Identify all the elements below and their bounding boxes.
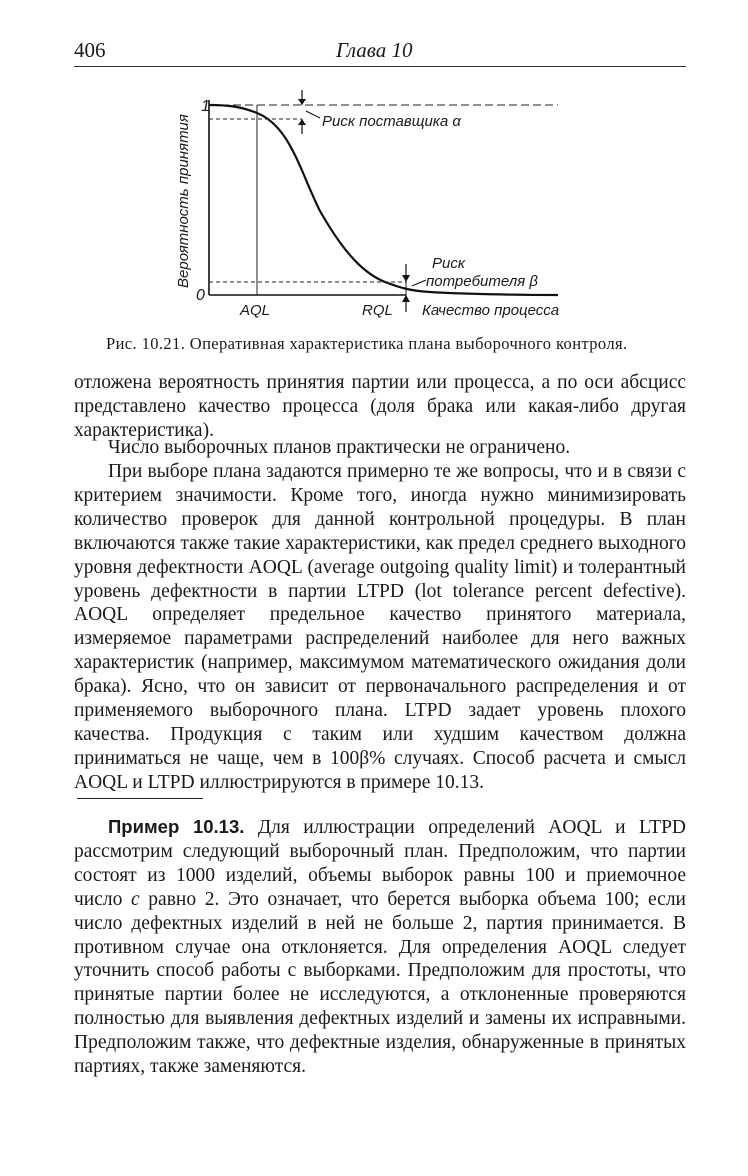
paragraph-3: При выборе плана задаются примерно те же вопросы, что и в связи с критерием значимости. Кроме того, иногда нужно минимизировать количество проверок для данной контрольной процедуры. В план включаются также такие характеристики, как предел среднего выходного уровня дефектности AOQL (average outgoing quality limit) и толерантный уровень дефектности в партии LTPD (lot tolerance percent defective). AOQL определяет предельное качество принятого материала, измеряемое параметрами распределений наиболее для него важных характеристик (например, максимумом математического ожидания доли брака). Ясно, что он зависит от первоначального распределения и от применяемого выборочного плана. LTPD задает уровень плохого качества. Продукция с таким или худшим качеством должна приниматься не чаще, чем в 100β% случаях. Способ расчета и смысл AOQL и LTPD иллюстрируются в примере 10.13.	[74, 461, 686, 793]
paragraph-2: Число выборочных планов практически не ограничено.	[108, 437, 571, 458]
figure-caption: Рис. 10.21. Оперативная характеристика плана выборочного контроля.	[106, 334, 628, 353]
alpha-leader	[306, 111, 320, 118]
example-text-2: равно 2. Это означает, что берется выборка объема 100; если число дефектных изделий в ней не больше 2, партия принимается. В противном случае она отклоняется. Для определения AOQL следует уточнить способ работы с выборками. Предположим для простоты, что принятые партии более не исследуются, а отклоненные проверяются полностью для выявления дефектных изделий и замены их исправными. Предположим также, что дефектные изделия, обнаруженные в принятых партиях, также заменяются.	[74, 888, 686, 1078]
consumer-risk-label-1: Риск	[432, 255, 465, 272]
oc-curve	[209, 105, 558, 295]
example-paragraph	[74, 815, 686, 1079]
chapter-title: Глава 10	[336, 38, 413, 62]
paragraph-1: отложена вероятность принятия партии или процесса, а по оси абсцисс представлено качество процесса (доля брака или какая-либо другая характеристика).	[74, 372, 686, 441]
section-separator	[77, 798, 203, 799]
consumer-risk-label-2: потребителя β	[426, 273, 538, 290]
page-header	[74, 38, 684, 64]
beta-arrowhead-up	[402, 295, 410, 302]
x-axis-label: Качество процесса	[422, 302, 560, 319]
aql-label: AQL	[240, 302, 271, 319]
paragraph-block-3	[74, 460, 686, 795]
header-rule	[74, 66, 686, 67]
paragraph-continued	[74, 371, 686, 443]
oc-curve-diagram	[160, 86, 580, 326]
oc-curve-figure	[160, 86, 580, 326]
example-title: Пример 10.13.	[108, 816, 245, 837]
y-tick-1: 1	[201, 98, 210, 115]
beta-arrowhead-down	[402, 275, 410, 282]
beta-leader	[412, 280, 426, 286]
alpha-arrowhead-up	[298, 119, 306, 125]
supplier-risk-label: Риск поставщика α	[322, 113, 461, 130]
y-tick-0: 0	[196, 287, 205, 304]
rql-label: RQL	[362, 302, 393, 319]
example-text-1: Для иллюстрации определений AOQL и LTPD рассмотрим следующий выборочный план. Предположим, что партии состоят из 1000 изделий, объемы выборок равны 100 и приемочное число	[74, 817, 687, 910]
y-axis-label: Вероятность принятия	[175, 114, 192, 288]
example-block	[74, 815, 686, 1079]
paragraph-block-2	[74, 436, 686, 460]
example-var-c: c	[131, 888, 140, 910]
alpha-arrowhead-down	[298, 99, 306, 105]
page-number: 406	[74, 38, 106, 62]
